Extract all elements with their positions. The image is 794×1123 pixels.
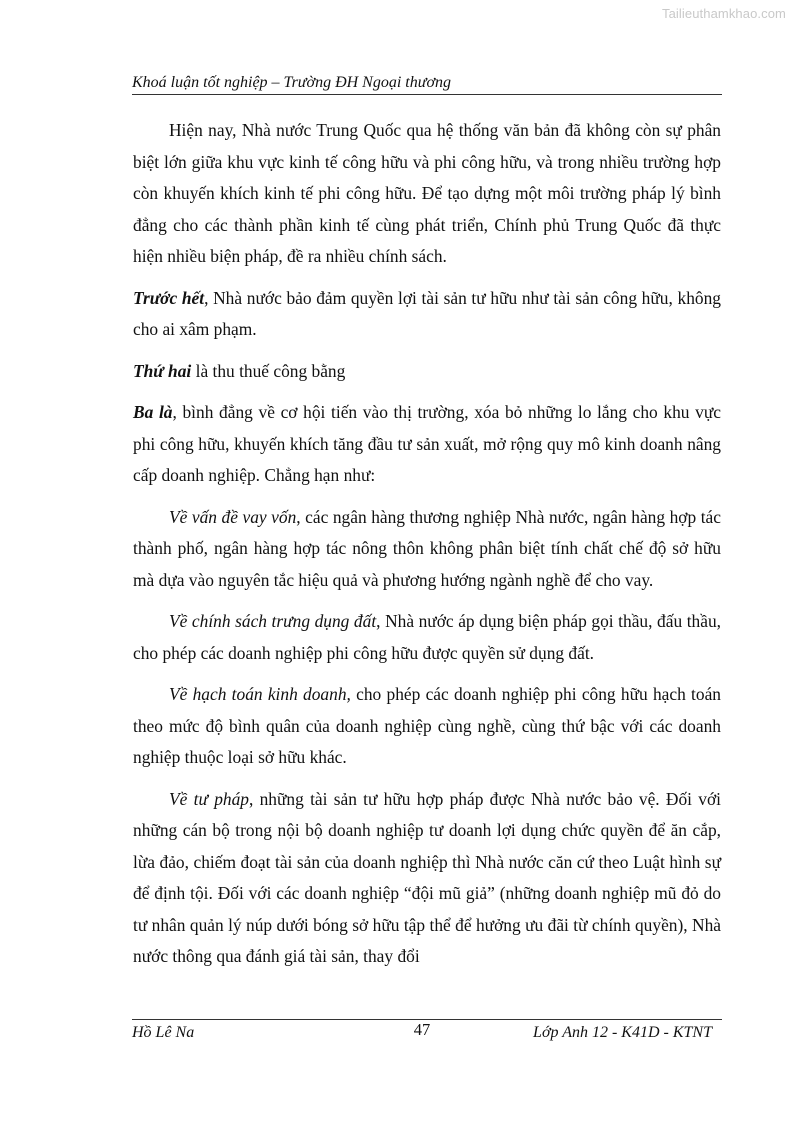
page-number: 47 (413, 1020, 431, 1039)
paragraph-lead: Thứ hai (133, 360, 192, 381)
paragraph-lead: Về vấn đề vay vốn (169, 506, 297, 527)
paragraph-text: là thu thuế công bằng (191, 360, 346, 381)
paragraph-lead: Về chính sách trưng dụng đất (169, 611, 377, 631)
paragraph-judiciary (133, 784, 721, 973)
footer-class-info: Lớp Anh 12 - K41D - KTNT (533, 1024, 712, 1041)
paragraph-text: , Nhà nước áp dụng biện pháp gọi thầu, đấu thầu, cho phép các doanh nghiệp phi công hữu được quyền sử dụng đất. (133, 611, 721, 663)
paragraph-loans (133, 502, 721, 597)
paragraph-text: cho phép các doanh nghiệp phi công hữu hạch toán theo mức độ bình quân của doanh nghiệp cùng nghề, cùng thứ bậc với các doanh nghiệp thuộc loại sở hữu khác. (133, 684, 721, 767)
paragraph-third-point (133, 397, 721, 492)
header-title: Khoá luận tốt nghiệp – Trường ĐH Ngoại thương (132, 74, 451, 91)
paragraph-text: , những tài sản tư hữu hợp pháp được Nhà nước bảo vệ. Đối với những cán bộ trong nội bộ doanh nghiệp tư doanh lợi dụng chức quyền để ăn cắp, lừa đảo, chiếm đoạt tài sản của doanh nghiệp thì Nhà nước căn cứ theo Luật hình sự để định tội. Đối với các doanh nghiệp “đội mũ giả” (những doanh nghiệp mũ đỏ do tư nhân quản lý núp dưới bóng sở hữu tập thể để hưởng ưu đãi từ chính quyền), Nhà nước thông qua đánh giá tài sản, thay đổi (133, 788, 721, 966)
paragraph-intro (133, 115, 721, 273)
page-footer (132, 1019, 722, 1045)
paragraph-land-policy (133, 606, 721, 669)
paragraph-lead: Về hạch toán kinh doanh, (169, 684, 351, 704)
paragraph-text: , Nhà nước bảo đảm quyền lợi tài sản tư hữu như tài sản công hữu, không cho ai xâm phạm. (133, 287, 721, 339)
page-header (132, 74, 722, 95)
paragraph-lead: Ba là (133, 402, 173, 422)
paragraph-second-point (133, 356, 721, 388)
footer-author: Hồ Lê Na (132, 1024, 195, 1041)
paragraph-text: , bình đẳng về cơ hội tiến vào thị trường, xóa bỏ những lo lắng cho khu vực phi công hữu, khuyến khích tăng đầu tư sản xuất, mở rộng quy mô kinh doanh nâng cấp doanh nghiệp. Chẳng hạn như: (133, 402, 721, 485)
paragraph-text: , các ngân hàng thương nghiệp Nhà nước, ngân hàng hợp tác thành phố, ngân hàng hợp tác nông thôn không phân biệt tính chất chế độ sở hữu mà dựa vào nguyên tắc hiệu quả và phương hướng ngành nghề để cho vay. (133, 506, 721, 590)
paragraph-lead: Về tư pháp (169, 788, 249, 809)
paragraph-first-point (133, 283, 721, 346)
paragraph-lead: Trước hết (133, 287, 205, 308)
paragraph-text: Hiện nay, Nhà nước Trung Quốc qua hệ thống văn bản đã không còn sự phân biệt lớn giữa khu vực kinh tế công hữu và phi công hữu, và trong nhiều trường hợp còn khuyến khích kinh tế phi công hữu. Để tạo dựng một môi trường pháp lý bình đẳng cho các thành phần kinh tế cùng phát triển, Chính phủ Trung Quốc đã thực hiện nhiều biện pháp, đề ra nhiều chính sách. (133, 120, 721, 266)
paragraph-accounting (133, 679, 721, 774)
watermark: Tailieuthamkhao.com (661, 6, 786, 21)
document-body (133, 115, 721, 983)
